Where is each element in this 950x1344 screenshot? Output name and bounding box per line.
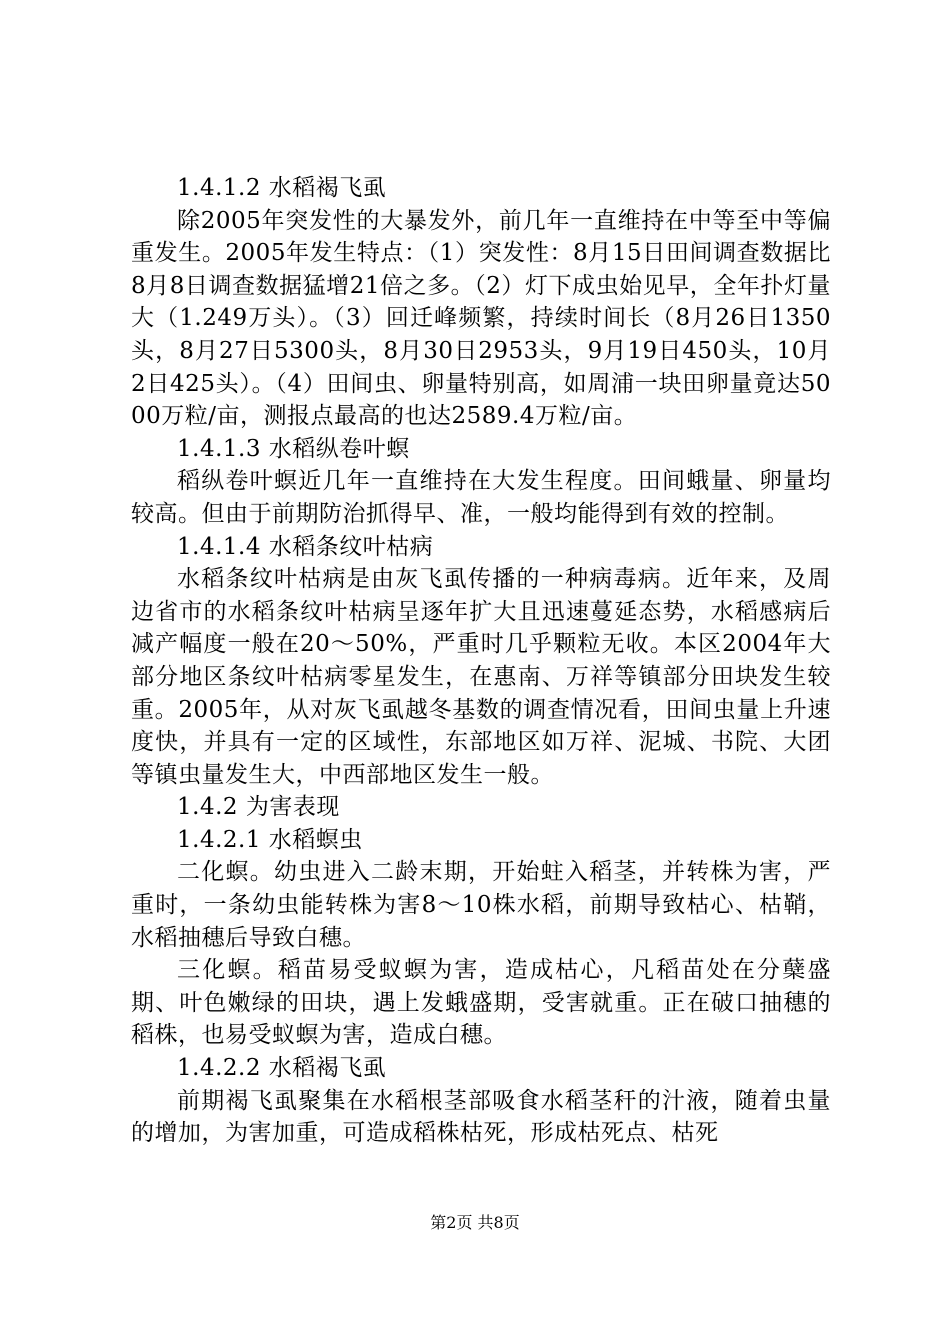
- paragraph: 二化螟。幼虫进入二龄末期，开始蛀入稻茎，并转株为害，严重时，一条幼虫能转株为害8～10株水稻，前期导致枯心、枯鞘，水稻抽穗后导致白穗。: [131, 859, 831, 951]
- paragraph: 水稻条纹叶枯病是由灰飞虱传播的一种病毒病。近年来，及周边省市的水稻条纹叶枯病呈逐年扩大且迅速蔓延态势，水稻感病后减产幅度一般在20～50%，严重时几乎颗粒无收。本区2004年大部分地区条纹叶枯病零星发生，在惠南、万祥等镇部分田块发生较重。2005年，从对灰飞虱越冬基数的调查情况看，田间虫量上升速度快，并具有一定的区域性，东部地区如万祥、泥城、书院、大团等镇虫量发生大，中西部地区发生一般。: [131, 566, 831, 788]
- paragraph: 除2005年突发性的大暴发外，前几年一直维持在中等至中等偏重发生。2005年发生特点：（1）突发性：8月15日田间调查数据比8月8日调查数据猛增21倍之多。（2）灯下成虫始见早，全年扑灯量大（1.249万头）。（3）回迁峰频繁，持续时间长（8月26日1350头，8月27日5300头，8月30日2953头，9月19日450头，10月2日425头）。（4）田间虫、卵量特别高，如周浦一块田卵量竟达5000万粒/亩，测报点最高的也达2589.4万粒/亩。: [131, 207, 831, 430]
- document-body: [131, 172, 831, 1150]
- paragraph: 前期褐飞虱聚集在水稻根茎部吸食水稻茎秆的汁液，随着虫量的增加，为害加重，可造成稻株枯死，形成枯死点、枯死: [131, 1087, 831, 1147]
- section-heading: 1.4.2.2 水稻褐飞虱: [177, 1055, 387, 1082]
- section-heading: 1.4.1.2 水稻褐飞虱: [177, 175, 387, 201]
- section-heading: 1.4.2.1 水稻螟虫: [177, 826, 363, 853]
- section-heading: 1.4.1.3 水稻纵卷叶螟: [177, 435, 410, 462]
- page-footer: 第2页 共8页: [430, 1213, 520, 1232]
- section-heading: 1.4.1.4 水稻条纹叶枯病: [177, 533, 434, 560]
- paragraph: 三化螟。稻苗易受蚁螟为害，造成枯心，凡稻苗处在分蘖盛期、叶色嫩绿的田块，遇上发蛾盛期，受害就重。正在破口抽穗的稻株，也易受蚁螟为害，造成白穗。: [131, 957, 831, 1049]
- paragraph: 稻纵卷叶螟近几年一直维持在大发生程度。田间蛾量、卵量均较高。但由于前期防治抓得早、准，一般均能得到有效的控制。: [131, 468, 831, 527]
- section-heading: 1.4.2 为害表现: [177, 794, 340, 821]
